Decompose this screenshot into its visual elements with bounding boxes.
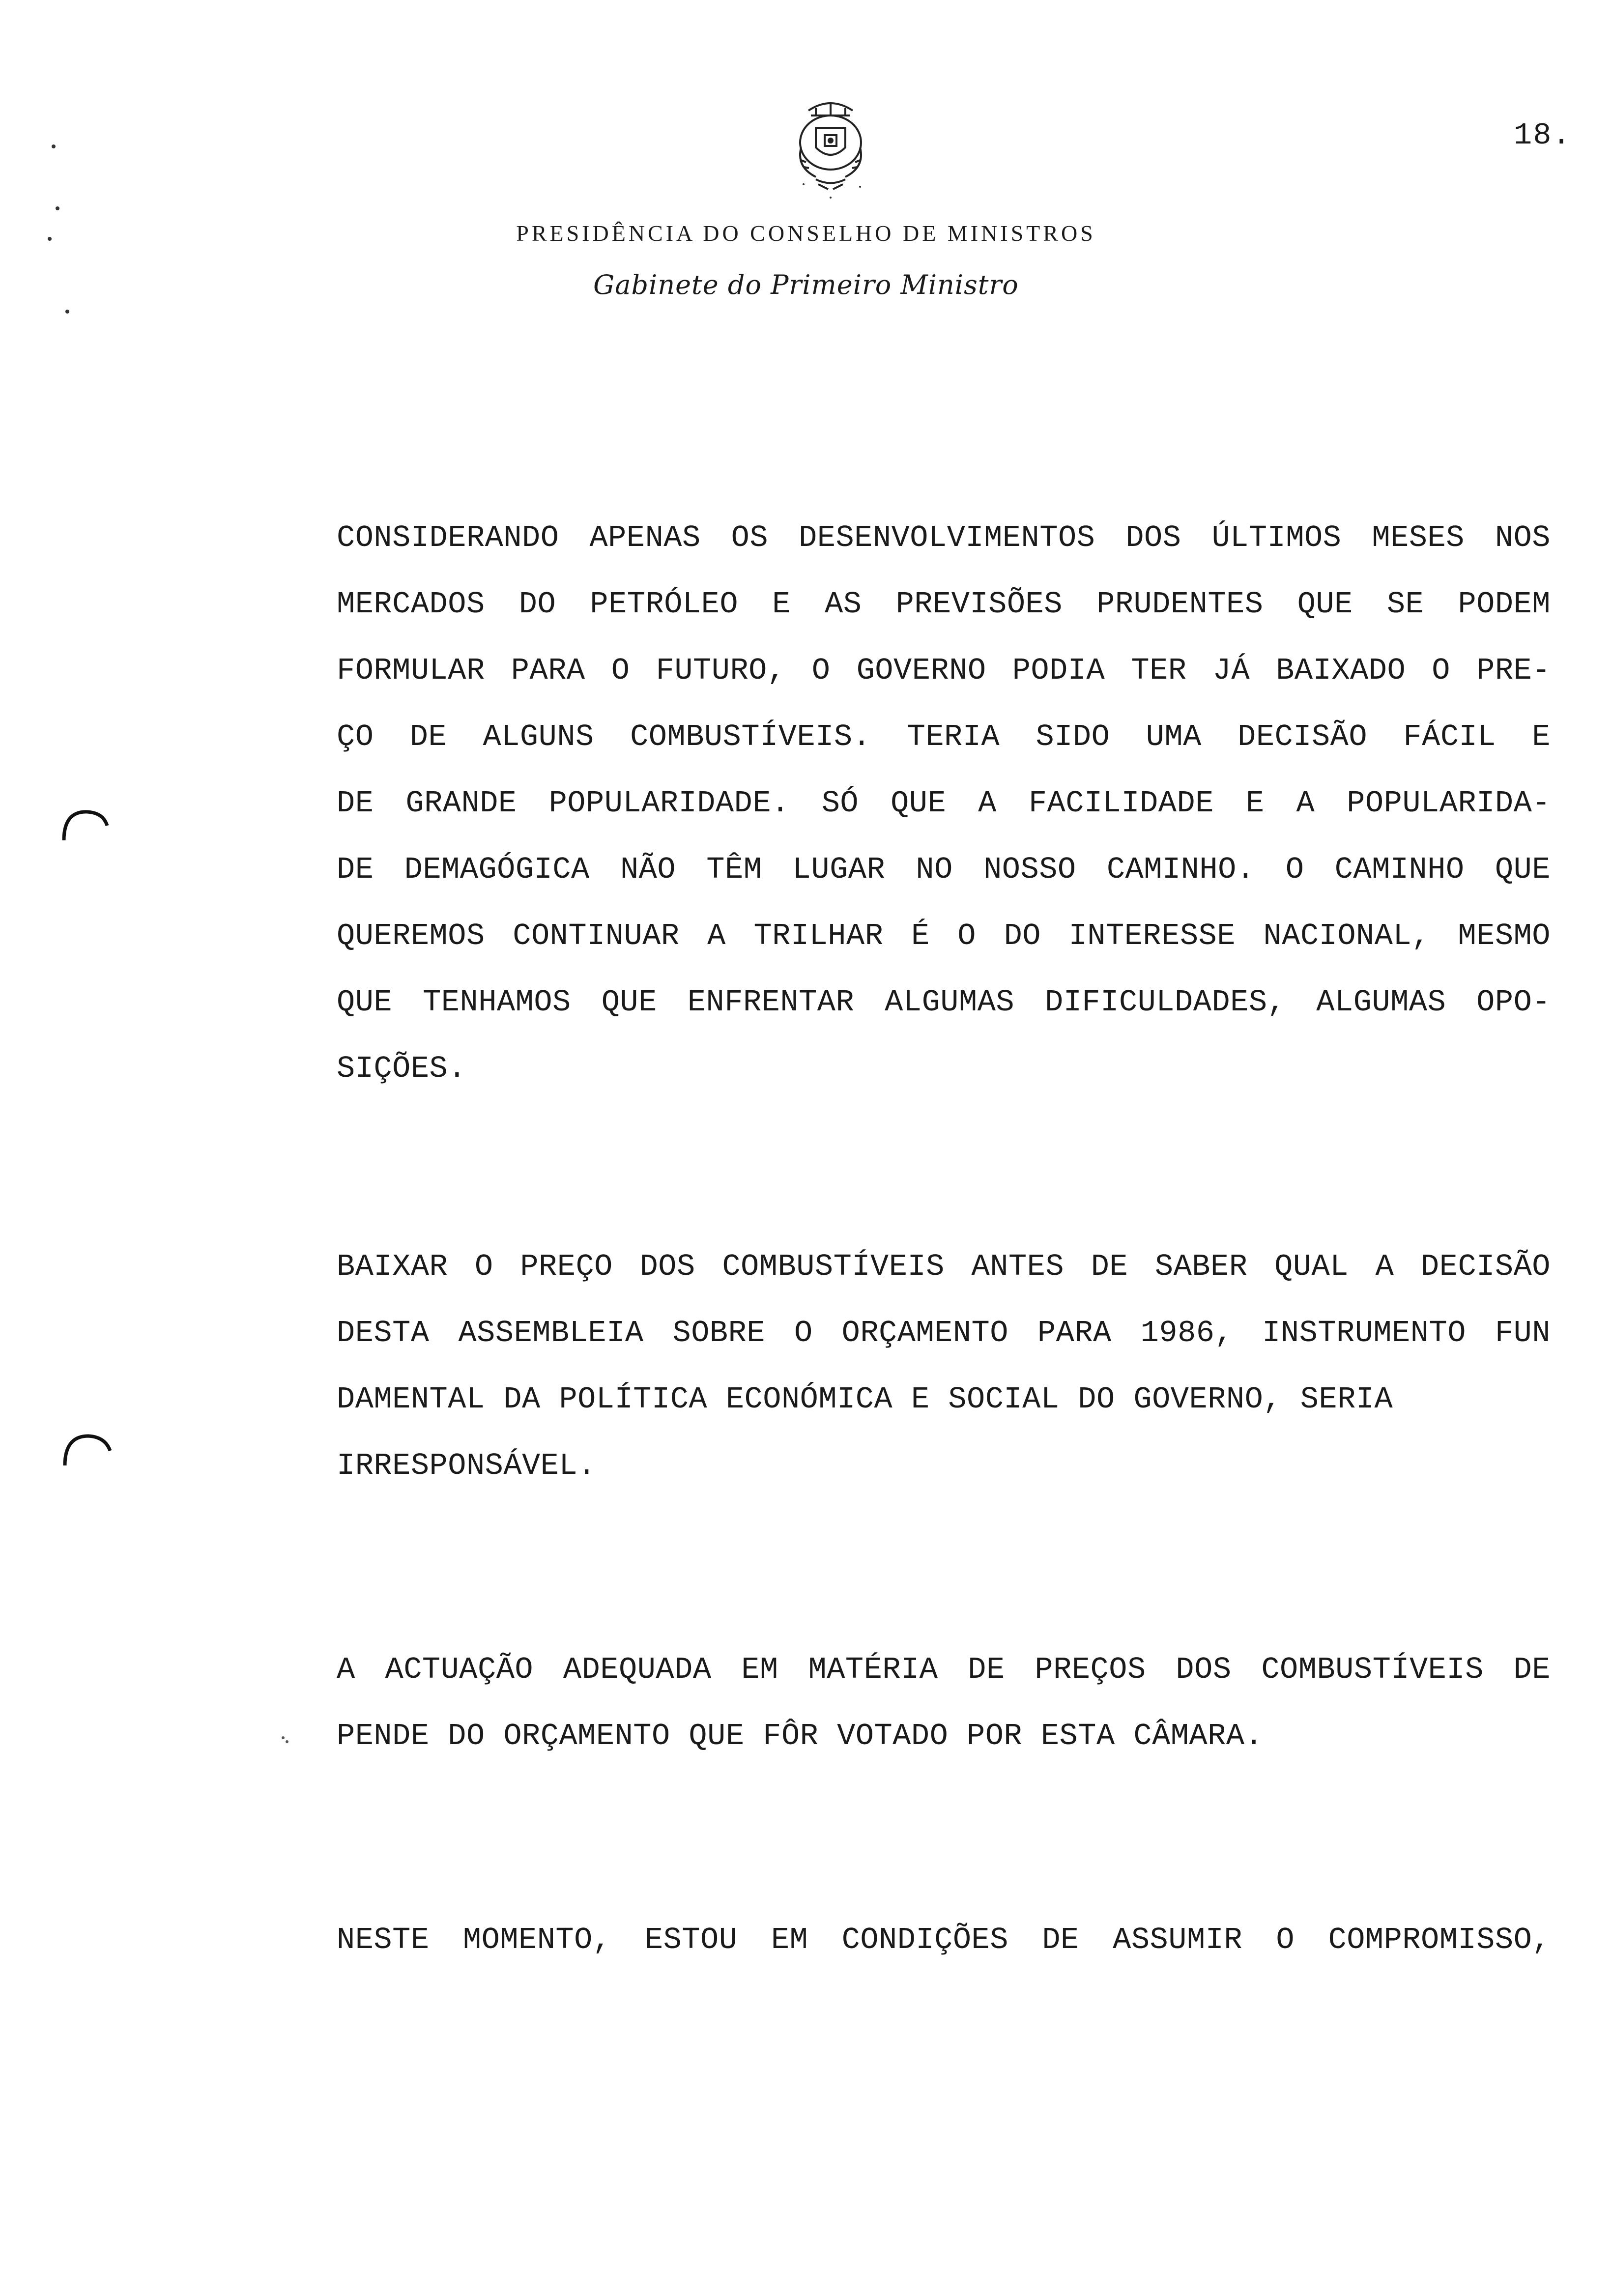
text-line: NESTE MOMENTO, ESTOU EM CONDIÇÕES DE ASSUMIR O COMPROMISSO, (337, 1923, 1551, 1957)
text-line: QUEREMOS CONTINUAR A TRILHAR É O DO INTERESSE NACIONAL, MESMO (337, 918, 1551, 953)
paragraph-2 (337, 1234, 1551, 1499)
text-line: DESTA ASSEMBLEIA SOBRE O ORÇAMENTO PARA 1986, INSTRUMENTO FUN (337, 1316, 1551, 1350)
text-line: A ACTUAÇÃO ADEQUADA EM MATÉRIA DE PREÇOS DOS COMBUSTÍVEIS DE (337, 1652, 1551, 1687)
paragraph-1 (337, 505, 1551, 1102)
scan-speck-icon (280, 1735, 290, 1745)
text-line: DE DEMAGÓGICA NÃO TÊM LUGAR NO NOSSO CAMINHO. O CAMINHO QUE (337, 852, 1551, 887)
coat-of-arms-seal-icon (781, 88, 880, 201)
text-line: BAIXAR O PREÇO DOS COMBUSTÍVEIS ANTES DE SABER QUAL A DECISÃO (337, 1249, 1551, 1284)
punch-hole-mark-icon (60, 1430, 114, 1469)
scan-speck-icon (65, 308, 70, 313)
text-line: SIÇÕES. (337, 1051, 466, 1086)
text-line: MERCADOS DO PETRÓLEO E AS PREVISÕES PRUDENTES QUE SE PODEM (337, 587, 1551, 622)
paragraph-4 (337, 1907, 1551, 1973)
text-line: CONSIDERANDO APENAS OS DESENVOLVIMENTOS DOS ÚLTIMOS MESES NOS (337, 520, 1551, 555)
header-subtitle: Gabinete do Primeiro Ministro (593, 269, 1019, 300)
punch-hole-mark-icon (58, 806, 112, 845)
text-line: ÇO DE ALGUNS COMBUSTÍVEIS. TERIA SIDO UMA DECISÃO FÁCIL E (337, 719, 1551, 754)
text-line: PENDE DO ORÇAMENTO QUE FÔR VOTADO POR ESTA CÂMARA. (337, 1719, 1264, 1753)
text-line: IRRESPONSÁVEL. (337, 1448, 596, 1483)
scan-speck-icon (55, 204, 60, 209)
text-line: QUE TENHAMOS QUE ENFRENTAR ALGUMAS DIFICULDADES, ALGUMAS OPO- (337, 985, 1551, 1020)
scan-speck-icon (51, 143, 56, 147)
text-line: DAMENTAL DA POLÍTICA ECONÓMICA E SOCIAL DO GOVERNO, SERIA (337, 1382, 1393, 1417)
text-line: FORMULAR PARA O FUTURO, O GOVERNO PODIA TER JÁ BAIXADO O PRE- (337, 653, 1551, 688)
page-number: 18. (1514, 118, 1572, 153)
header-title: PRESIDÊNCIA DO CONSELHO DE MINISTROS (516, 221, 1096, 246)
text-line: DE GRANDE POPULARIDADE. SÓ QUE A FACILIDADE E A POPULARIDA- (337, 786, 1551, 821)
scan-speck-icon (47, 235, 52, 240)
paragraph-3 (337, 1636, 1551, 1769)
